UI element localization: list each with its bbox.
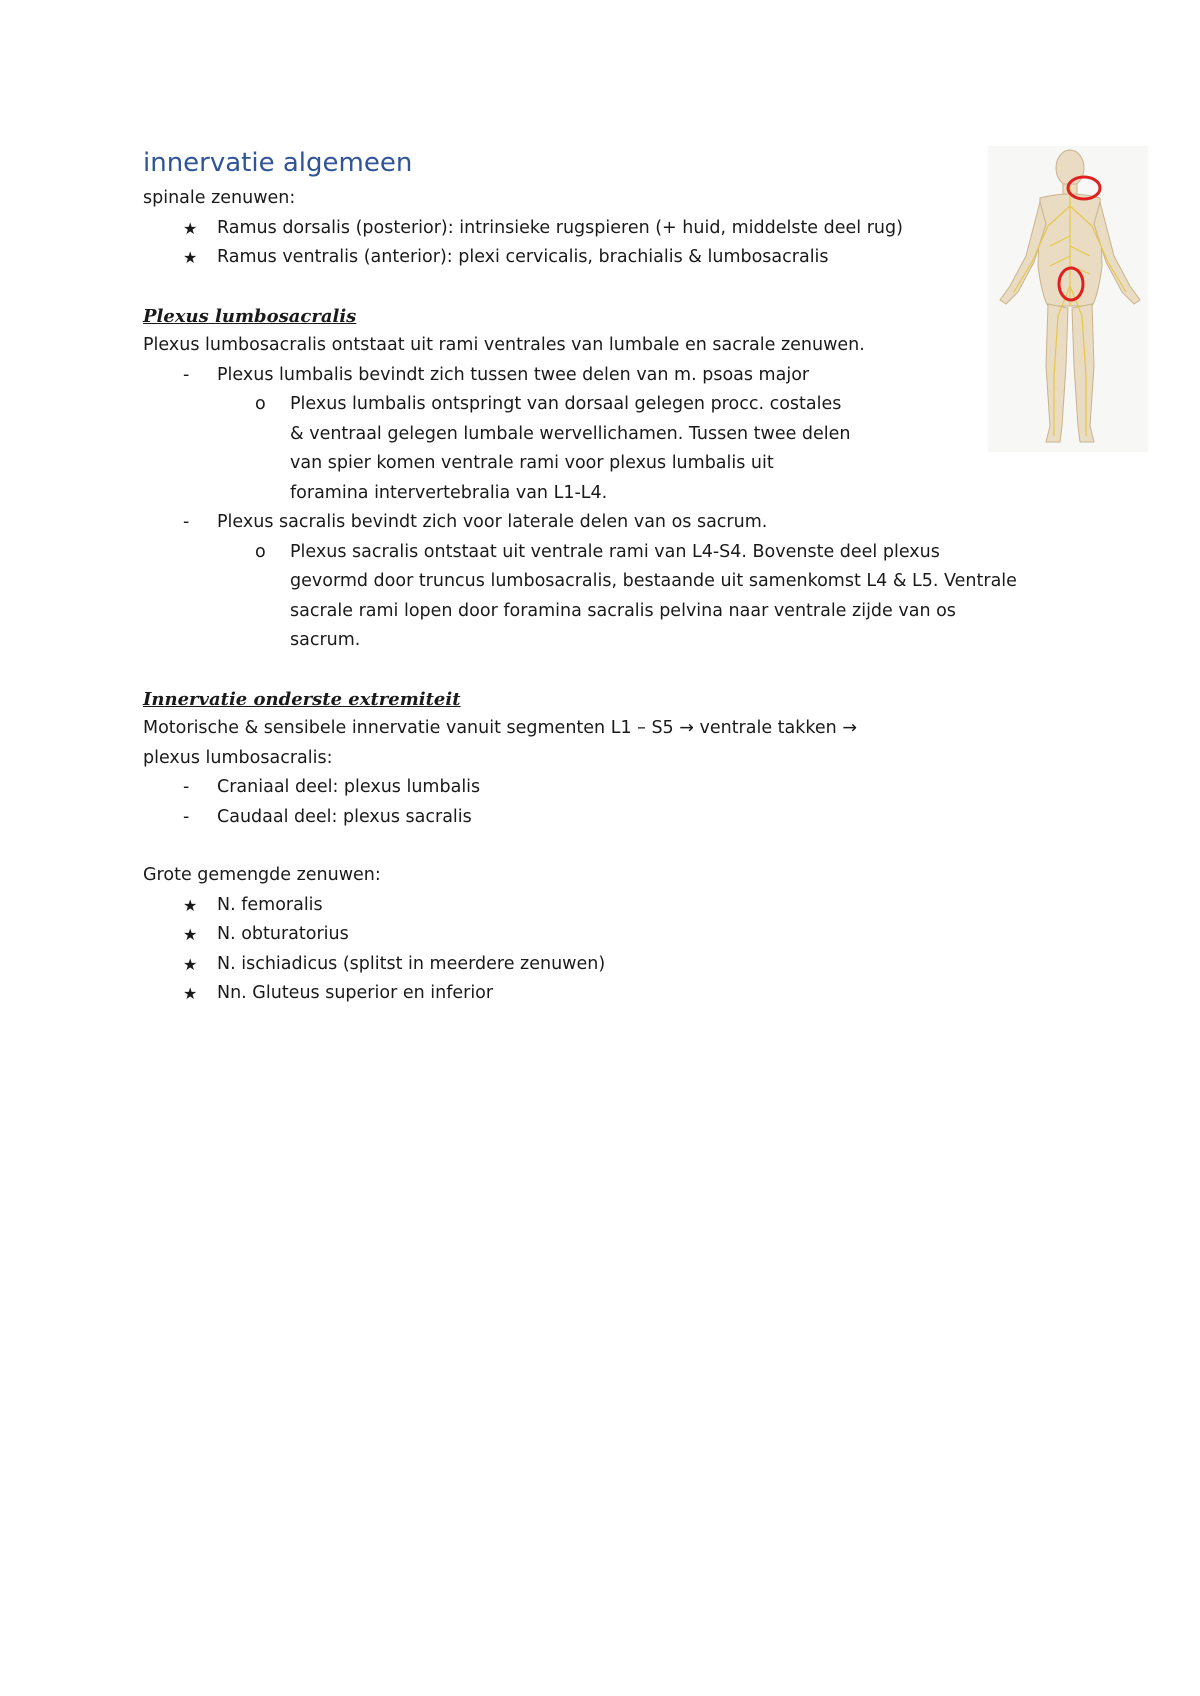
list-item: ★ Ramus dorsalis (posterior): intrinsieke rugspieren (+ huid, middelste deel rug) <box>143 214 1043 244</box>
extremity-heading: Innervatie onderste extremiteit <box>143 688 461 710</box>
plexus-intro: Plexus lumbosacralis ontstaat uit rami ventrales van lumbale en sacrale zenuwen. <box>143 335 865 355</box>
star-bullet-icon: ★ <box>183 984 198 1003</box>
list-item: o Plexus lumbalis ontspringt van dorsaal gelegen procc. costales & ventraal gelegen lumbale wervellichamen. Tussen twee delen van spier komen ventrale rami voor plexus lumbalis uit foramina intervertebralia van L1-L4. <box>143 390 1043 508</box>
star-bullet-icon: ★ <box>183 218 198 238</box>
extremity-intro: Motorische & sensibele innervatie vanuit segmenten L1 – S5 → ventrale takken → plexus lumbosacralis: <box>143 718 857 768</box>
nervous-system-figure <box>988 146 1148 452</box>
star-bullet-icon: ★ <box>183 248 198 267</box>
plexus-heading: Plexus lumbosacralis <box>143 305 357 327</box>
plexus-list <box>143 361 1043 391</box>
dash-bullet: - <box>183 512 190 532</box>
list-item: ★ Ramus ventralis (anterior): plexi cervicalis, brachialis & lumbosacralis <box>143 243 1043 273</box>
list-item: - Plexus lumbalis bevindt zich tussen twee delen van m. psoas major <box>143 361 1043 391</box>
list-item: ★ N. ischiadicus (splitst in meerdere zenuwen) <box>143 950 1043 980</box>
spinal-intro: spinale zenuwen: <box>143 188 296 208</box>
dash-bullet: - <box>183 806 190 827</box>
star-bullet-icon: ★ <box>183 954 198 974</box>
plexus-list-2 <box>143 508 1043 538</box>
list-item: ★ N. femoralis <box>143 891 1043 921</box>
list-item: ★ Nn. Gluteus superior en inferior <box>143 979 1043 1009</box>
nerves-intro: Grote gemengde zenuwen: <box>143 865 381 885</box>
list-item: o Plexus sacralis ontstaat uit ventrale rami van L4-S4. Bovenste deel plexus gevormd door truncus lumbosacralis, bestaande uit samenkomst L4 & L5. Ventrale sacrale rami lopen door foramina sacralis pelvina naar ventrale zijde van os sacrum. <box>143 538 1043 656</box>
dash-bullet: - <box>183 777 190 797</box>
dash-bullet: - <box>183 364 190 385</box>
circle-bullet: o <box>255 394 266 414</box>
page-title: innervatie algemeen <box>143 148 413 178</box>
list-item: - Plexus sacralis bevindt zich voor laterale delen van os sacrum. <box>143 508 1043 538</box>
extremity-list <box>143 773 1043 832</box>
star-bullet-icon: ★ <box>183 925 198 944</box>
sacralis-sublist <box>143 538 1043 656</box>
list-item: ★ N. obturatorius <box>143 920 1043 950</box>
list-item: - Craniaal deel: plexus lumbalis <box>143 773 1043 803</box>
star-bullet-icon: ★ <box>183 895 198 915</box>
spinal-list <box>143 214 1043 273</box>
nerves-list <box>143 891 1043 1009</box>
lumbalis-sublist <box>143 390 1043 508</box>
document-content <box>143 146 1043 1009</box>
list-item: - Caudaal deel: plexus sacralis <box>143 803 1043 833</box>
circle-bullet: o <box>255 541 266 562</box>
